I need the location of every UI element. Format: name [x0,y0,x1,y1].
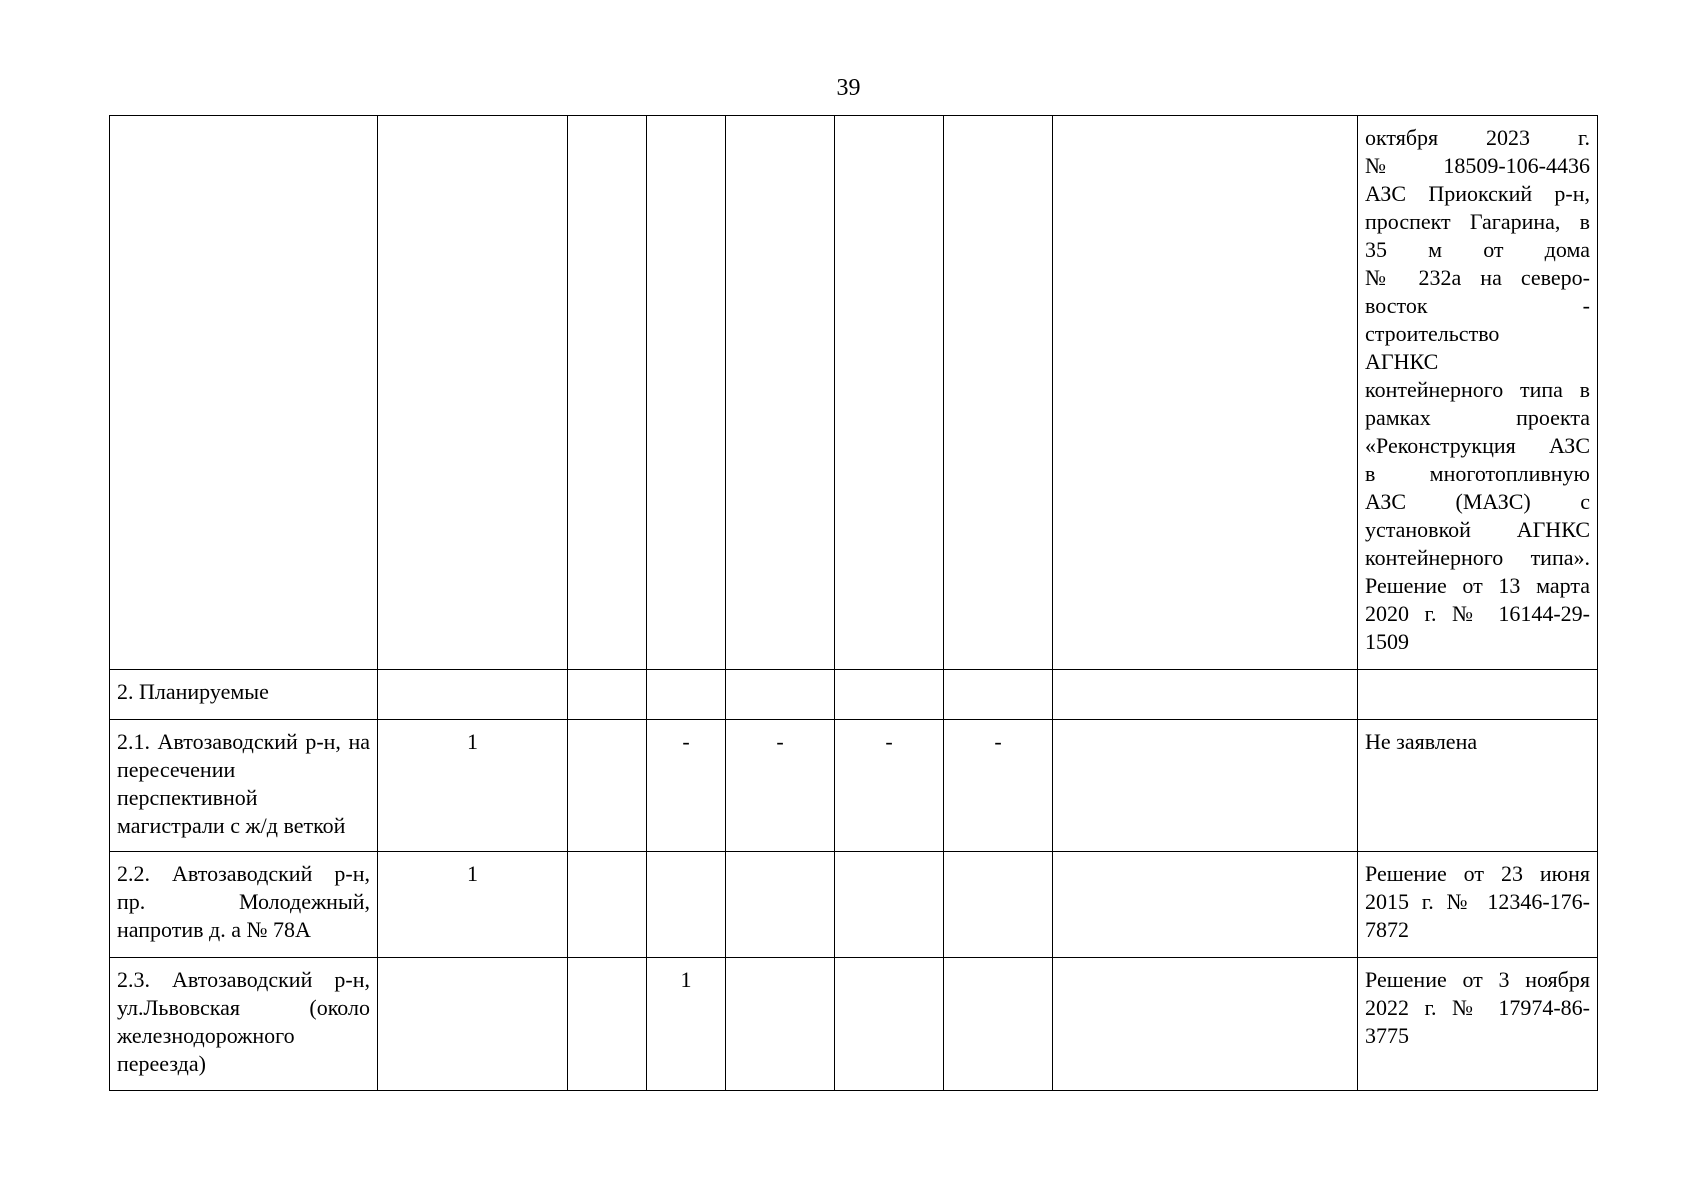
note-line: контейнерного типа». [1365,545,1590,570]
note-line: в многотопливную [1365,461,1590,486]
value-cell [944,116,1053,670]
note-line: АЗС (МАЗС) с [1365,489,1590,514]
note-line: № 232а на северо- [1365,265,1590,290]
object-name-cell: 2.3. Автозаводский р-н, ул.Львовская (около железнодорожного переезда) [110,958,378,1091]
value-cell [568,958,647,1091]
value-cell [726,852,835,958]
table-row [110,852,1598,958]
table-row [110,720,1598,852]
value-cell [378,116,568,670]
object-name-cell: 2.1. Автозаводский р-н, на пересечении перспективной магистрали с ж/д веткой [110,720,378,852]
value-cell [944,852,1053,958]
value-cell [1053,720,1358,852]
value-cell [1053,116,1358,670]
value-cell [647,852,726,958]
value-cell [835,116,944,670]
value-cell [726,958,835,1091]
note-line: установкой АГНКС [1365,517,1590,542]
note-line: строительство [1365,321,1500,346]
value-cell [1053,670,1358,720]
value-cell: - [726,720,835,852]
note-cell: Решение от 3 ноября 2022 г. № 17974-86-3775 [1358,958,1598,1091]
table-row [110,116,1598,670]
value-cell [835,670,944,720]
note-line: АЗС Приокский р-н, [1365,181,1590,206]
value-cell [835,852,944,958]
object-name-cell: 2.2. Автозаводский р-н, пр. Молодежный, напротив д. а № 78А [110,852,378,958]
object-name-cell [110,116,378,670]
section-heading-cell: 2. Планируемые [110,670,378,720]
note-cell [1358,116,1598,670]
value-cell: 1 [378,720,568,852]
value-cell [378,670,568,720]
note-line: 35 м от дома [1365,237,1590,262]
note-line: проспект Гагарина, в [1365,209,1590,234]
value-cell: - [835,720,944,852]
note-cell: Не заявлена [1358,720,1598,852]
page-number: 39 [836,75,861,101]
value-cell [568,720,647,852]
value-cell [726,116,835,670]
value-cell [568,670,647,720]
value-cell [944,670,1053,720]
value-cell [944,958,1053,1091]
value-cell [835,958,944,1091]
value-cell [647,116,726,670]
note-cell: Решение от 23 июня 2015 г. № 12346-176-7872 [1358,852,1598,958]
value-cell [568,852,647,958]
data-table [109,115,1598,1091]
note-line: контейнерного типа в [1365,377,1590,402]
value-cell [568,116,647,670]
value-cell: - [944,720,1053,852]
note-line: 1509 [1365,629,1409,654]
note-line: 2020 г. № 16144-29- [1365,601,1590,626]
value-cell: 1 [647,958,726,1091]
note-line: АГНКС [1365,349,1439,374]
table-row [110,670,1598,720]
note-line: «Реконструкция АЗС [1365,433,1590,458]
note-cell [1358,670,1598,720]
value-cell: - [647,720,726,852]
value-cell: 1 [378,852,568,958]
value-cell [647,670,726,720]
note-line: Решение от 13 марта [1365,573,1590,598]
value-cell [726,670,835,720]
note-line: октября 2023 г. [1365,125,1590,150]
table-row [110,958,1598,1091]
value-cell [1053,958,1358,1091]
note-line: № 18509-106-4436 [1365,153,1590,178]
value-cell [1053,852,1358,958]
value-cell [378,958,568,1091]
note-line: рамках проекта [1365,405,1590,430]
note-line: восток - [1365,293,1590,318]
